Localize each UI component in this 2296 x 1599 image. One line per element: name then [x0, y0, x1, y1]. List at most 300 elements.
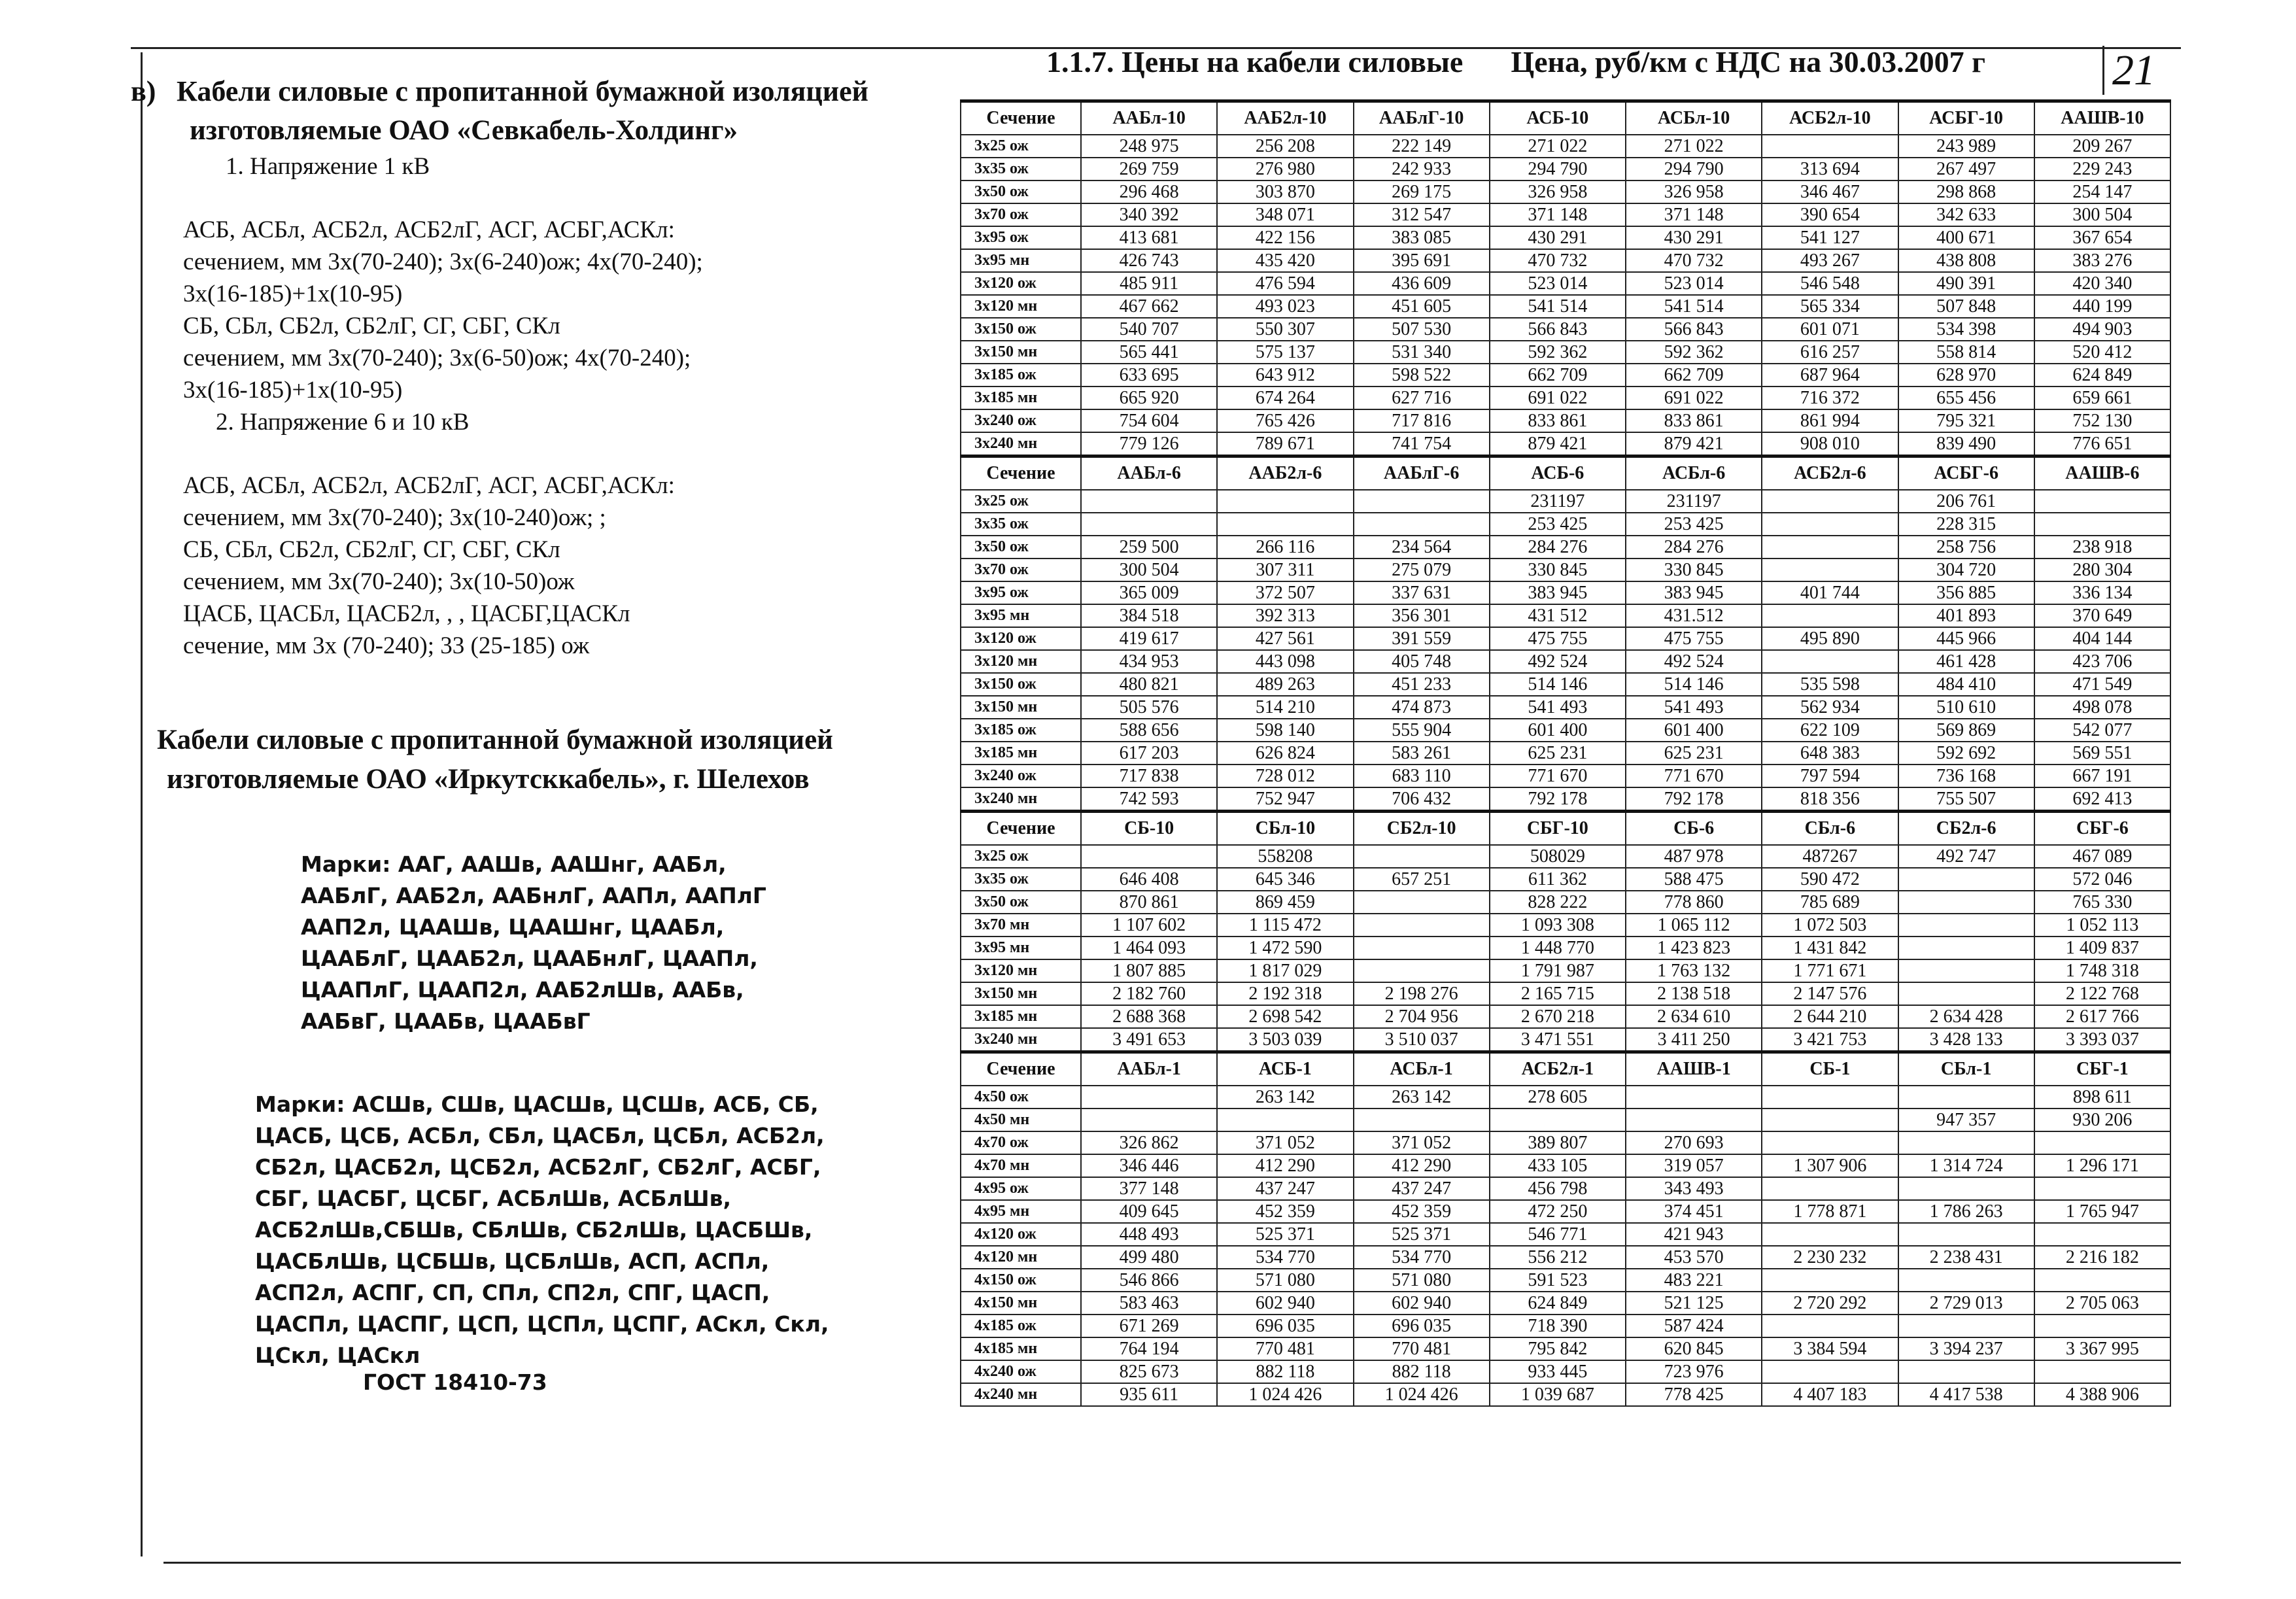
- text-line: АСБ, АСБл, АСБ2л, АСБ2лГ, АСГ, АСБГ,АСКл:: [183, 216, 675, 243]
- price-cell: 930 206: [2034, 1109, 2170, 1131]
- price-cell: 467 089: [2034, 845, 2170, 868]
- price-cell: 395 691: [1354, 249, 1490, 272]
- price-cell: 412 290: [1354, 1154, 1490, 1177]
- price-cell: 470 732: [1626, 249, 1762, 272]
- price-cell: 253 425: [1490, 513, 1626, 536]
- price-cell: 716 372: [1762, 387, 1898, 409]
- price-cell: 266 116: [1217, 536, 1353, 559]
- price-cell: 4 388 906: [2034, 1383, 2170, 1406]
- price-cell: 409 645: [1081, 1200, 1217, 1223]
- price-cell: 861 994: [1762, 409, 1898, 432]
- price-cell: 490 391: [1898, 272, 2034, 295]
- price-cell: 625 231: [1626, 742, 1762, 765]
- price-cell: 423 706: [2034, 650, 2170, 673]
- price-cell: 778 860: [1626, 891, 1762, 914]
- price-cell: 1 817 029: [1217, 959, 1353, 982]
- section-cell: 3х120 мн: [961, 959, 1081, 982]
- text-line: ЦААБлГ, ЦААБ2л, ЦААБнлГ, ЦААПл,: [301, 946, 758, 971]
- price-cell: 298 868: [1898, 181, 2034, 203]
- section-cell: 3х120 ож: [961, 272, 1081, 295]
- price-cell: 492 524: [1626, 650, 1762, 673]
- price-cell: 870 861: [1081, 891, 1217, 914]
- price-note: Цена, руб/км с НДС на 30.03.2007 г: [1511, 45, 1985, 78]
- price-cell: 571 080: [1354, 1269, 1490, 1292]
- price-cell: 908 010: [1762, 432, 1898, 456]
- price-cell: [1762, 490, 1898, 513]
- price-cell: 438 808: [1898, 249, 2034, 272]
- price-cell: 3 411 250: [1626, 1028, 1762, 1052]
- price-cell: 2 720 292: [1762, 1292, 1898, 1315]
- section-cell: 3х95 мн: [961, 249, 1081, 272]
- price-cell: 443 098: [1217, 650, 1353, 673]
- price-cell: 687 964: [1762, 364, 1898, 387]
- price-cell: 752 130: [2034, 409, 2170, 432]
- price-cell: 231197: [1626, 490, 1762, 513]
- price-cell: 550 307: [1217, 318, 1353, 341]
- price-cell: 1 409 837: [2034, 937, 2170, 959]
- price-cell: 662 709: [1626, 364, 1762, 387]
- price-cell: 487 978: [1626, 845, 1762, 868]
- price-cell: [1081, 845, 1217, 868]
- price-cell: [1762, 1223, 1898, 1246]
- section-cell: 4х120 мн: [961, 1246, 1081, 1269]
- price-cell: 461 428: [1898, 650, 2034, 673]
- price-cell: 627 716: [1354, 387, 1490, 409]
- table-row: [961, 409, 2170, 432]
- price-cell: 933 445: [1490, 1360, 1626, 1383]
- price-cell: 413 681: [1081, 226, 1217, 249]
- table-header-row: [961, 812, 2170, 846]
- price-cell: 304 720: [1898, 559, 2034, 581]
- price-cell: 472 250: [1490, 1200, 1626, 1223]
- price-cell: [1762, 559, 1898, 581]
- price-cell: 258 756: [1898, 536, 2034, 559]
- price-cell: 259 500: [1081, 536, 1217, 559]
- price-cell: 1 786 263: [1898, 1200, 2034, 1223]
- price-cell: 448 493: [1081, 1223, 1217, 1246]
- price-cell: 723 976: [1626, 1360, 1762, 1383]
- table-header-row: [961, 1052, 2170, 1086]
- price-cell: 590 472: [1762, 868, 1898, 891]
- price-cell: 271 022: [1626, 135, 1762, 158]
- table-row: [961, 1005, 2170, 1028]
- price-cell: 601 400: [1626, 719, 1762, 742]
- price-cell: [1762, 513, 1898, 536]
- price-cell: 2 670 218: [1490, 1005, 1626, 1028]
- price-cell: 728 012: [1217, 765, 1353, 787]
- price-cell: 401 744: [1762, 581, 1898, 604]
- price-cell: 307 311: [1217, 559, 1353, 581]
- price-cell: 507 530: [1354, 318, 1490, 341]
- price-cell: 495 890: [1762, 627, 1898, 650]
- price-cell: 326 958: [1626, 181, 1762, 203]
- price-cell: 483 221: [1626, 1269, 1762, 1292]
- heading-sevkabel: [131, 72, 948, 111]
- price-cell: 372 507: [1217, 581, 1353, 604]
- section-cell: 4х70 ож: [961, 1131, 1081, 1154]
- gost-label: ГОСТ 18410-73: [363, 1369, 547, 1395]
- price-cell: 451 233: [1354, 673, 1490, 696]
- price-cell: 2 192 318: [1217, 982, 1353, 1005]
- price-cell: 633 695: [1081, 364, 1217, 387]
- price-cell: 296 468: [1081, 181, 1217, 203]
- heading-sevkabel-line2: изготовляемые ОАО «Севкабель-Холдинг»: [190, 115, 738, 146]
- price-cell: [1898, 1269, 2034, 1292]
- section-cell: 4х95 мн: [961, 1200, 1081, 1223]
- price-cell: 3 394 237: [1898, 1337, 2034, 1360]
- price-cell: 474 873: [1354, 696, 1490, 719]
- price-cell: [1354, 513, 1490, 536]
- column-header: СБ-1: [1762, 1052, 1898, 1086]
- table-row: [961, 1200, 2170, 1223]
- price-cell: 365 009: [1081, 581, 1217, 604]
- price-cell: 346 467: [1762, 181, 1898, 203]
- price-cell: 348 071: [1217, 203, 1353, 226]
- price-cell: 882 118: [1217, 1360, 1353, 1383]
- price-cell: 646 408: [1081, 868, 1217, 891]
- table-row: [961, 1109, 2170, 1131]
- price-cell: [1762, 536, 1898, 559]
- price-cell: 437 247: [1217, 1177, 1353, 1200]
- section-cell: 3х50 ож: [961, 181, 1081, 203]
- price-cell: 525 371: [1354, 1223, 1490, 1246]
- price-cell: [1354, 845, 1490, 868]
- price-cell: 229 243: [2034, 158, 2170, 181]
- price-cell: 436 609: [1354, 272, 1490, 295]
- column-header: ААБл-6: [1081, 456, 1217, 490]
- price-cell: [2034, 1131, 2170, 1154]
- section-title: Цены на кабели силовые: [1122, 45, 1464, 78]
- price-cell: 542 077: [2034, 719, 2170, 742]
- column-header-section: Сечение: [961, 812, 1081, 846]
- text-line: сечением, мм 3х(70-240); 3х(6-240)ож; 4х(70-240);: [183, 249, 703, 275]
- price-cell: 284 276: [1626, 536, 1762, 559]
- price-cell: 3 503 039: [1217, 1028, 1353, 1052]
- price-cell: 667 191: [2034, 765, 2170, 787]
- section-cell: 4х240 мн: [961, 1383, 1081, 1406]
- price-cell: 534 770: [1217, 1246, 1353, 1269]
- price-cell: 4 407 183: [1762, 1383, 1898, 1406]
- price-cell: 467 662: [1081, 295, 1217, 318]
- price-cell: 565 441: [1081, 341, 1217, 364]
- price-cell: 671 269: [1081, 1315, 1217, 1337]
- price-cell: 471 549: [2034, 673, 2170, 696]
- section-cell: 3х70 ож: [961, 203, 1081, 226]
- text-line: 3х(16-185)+1х(10-95): [183, 377, 403, 404]
- price-cell: [2034, 1177, 2170, 1200]
- price-cell: [1081, 513, 1217, 536]
- price-cell: 833 861: [1490, 409, 1626, 432]
- price-cell: 485 911: [1081, 272, 1217, 295]
- price-cell: 692 413: [2034, 787, 2170, 812]
- price-cell: [1490, 1109, 1626, 1131]
- table-row: [961, 845, 2170, 868]
- price-cell: 1 296 171: [2034, 1154, 2170, 1177]
- column-header: ААБлГ-10: [1354, 101, 1490, 135]
- price-cell: 779 126: [1081, 432, 1217, 456]
- price-cell: 2 147 576: [1762, 982, 1898, 1005]
- price-cell: 588 475: [1626, 868, 1762, 891]
- section-cell: 3х120 ож: [961, 627, 1081, 650]
- price-cell: 662 709: [1490, 364, 1626, 387]
- table-row: [961, 982, 2170, 1005]
- price-cell: [1762, 1269, 1898, 1292]
- price-cell: 1 314 724: [1898, 1154, 2034, 1177]
- price-cell: 558 814: [1898, 341, 2034, 364]
- price-cell: 452 359: [1217, 1200, 1353, 1223]
- price-cell: 691 022: [1490, 387, 1626, 409]
- price-cell: 430 291: [1490, 226, 1626, 249]
- table-row: [961, 959, 2170, 982]
- price-cell: 371 148: [1490, 203, 1626, 226]
- price-cell: 1 472 590: [1217, 937, 1353, 959]
- price-cell: 558208: [1217, 845, 1353, 868]
- table-row: [961, 559, 2170, 581]
- text-line: ААБвГ, ЦААБв, ЦААБвГ: [301, 1008, 591, 1034]
- price-cell: 377 148: [1081, 1177, 1217, 1200]
- price-cell: 1 771 671: [1762, 959, 1898, 982]
- price-cell: 1 765 947: [2034, 1200, 2170, 1223]
- price-cell: 391 559: [1354, 627, 1490, 650]
- price-cell: 617 203: [1081, 742, 1217, 765]
- price-cell: 898 611: [2034, 1086, 2170, 1109]
- price-cell: 300 504: [1081, 559, 1217, 581]
- price-cell: 434 953: [1081, 650, 1217, 673]
- table-row: [961, 581, 2170, 604]
- price-cell: 534 770: [1354, 1246, 1490, 1269]
- price-cell: 470 732: [1490, 249, 1626, 272]
- price-cell: 736 168: [1898, 765, 2034, 787]
- section-cell: 3х150 ож: [961, 673, 1081, 696]
- price-cell: 498 078: [2034, 696, 2170, 719]
- price-cell: 337 631: [1354, 581, 1490, 604]
- table-row: [961, 203, 2170, 226]
- price-cell: 256 208: [1217, 135, 1353, 158]
- text-line: ЦАСБ, ЦСБ, АСБл, СБл, ЦАСБл, ЦСБл, АСБ2л,: [255, 1123, 825, 1148]
- price-cell: 2 634 610: [1626, 1005, 1762, 1028]
- price-cell: 248 975: [1081, 135, 1217, 158]
- section-cell: 3х70 ож: [961, 559, 1081, 581]
- price-cell: 625 231: [1490, 742, 1626, 765]
- price-cell: [2034, 490, 2170, 513]
- price-cell: 741 754: [1354, 432, 1490, 456]
- table-row: [961, 937, 2170, 959]
- price-cell: [1626, 1109, 1762, 1131]
- table-row: [961, 673, 2170, 696]
- section-number: 1.1.7.: [1046, 45, 1114, 78]
- table-row: [961, 1360, 2170, 1383]
- price-cell: 1 052 113: [2034, 914, 2170, 937]
- price-cell: 1 115 472: [1217, 914, 1353, 937]
- price-cell: 222 149: [1354, 135, 1490, 158]
- text-line: Марки: АСШв, СШв, ЦАСШв, ЦСШв, АСБ, СБ,: [255, 1092, 819, 1117]
- column-header: СБ2л-6: [1898, 812, 2034, 846]
- price-cell: 583 463: [1081, 1292, 1217, 1315]
- table-row: [961, 627, 2170, 650]
- price-cell: 765 330: [2034, 891, 2170, 914]
- column-header: АСБ2л-6: [1762, 456, 1898, 490]
- section-cell: 3х50 ож: [961, 536, 1081, 559]
- price-cell: 696 035: [1354, 1315, 1490, 1337]
- price-cell: 384 518: [1081, 604, 1217, 627]
- price-cell: 602 940: [1217, 1292, 1353, 1315]
- price-cell: 435 420: [1217, 249, 1353, 272]
- table-row: [961, 787, 2170, 812]
- price-cell: [1762, 1315, 1898, 1337]
- price-cell: 839 490: [1898, 432, 2034, 456]
- price-cell: 575 137: [1217, 341, 1353, 364]
- price-cell: [1898, 1315, 2034, 1337]
- price-cell: 598 140: [1217, 719, 1353, 742]
- price-cell: 404 144: [2034, 627, 2170, 650]
- price-cell: [1762, 1131, 1898, 1154]
- price-cell: 383 085: [1354, 226, 1490, 249]
- price-cell: 776 651: [2034, 432, 2170, 456]
- text-line: ААП2л, ЦААШв, ЦААШнг, ЦААБл,: [301, 914, 725, 940]
- text-line: 3х(16-185)+1х(10-95): [183, 281, 403, 307]
- price-cell: [1354, 937, 1490, 959]
- price-cell: 492 524: [1490, 650, 1626, 673]
- table-row: [961, 135, 2170, 158]
- column-header: АСБ2л-10: [1762, 101, 1898, 135]
- price-cell: 430 291: [1626, 226, 1762, 249]
- text-line: ЦАСБ, ЦАСБл, ЦАСБ2л, , , ЦАСБГ,ЦАСКл: [183, 600, 630, 627]
- price-cell: 616 257: [1762, 341, 1898, 364]
- price-cell: 374 451: [1626, 1200, 1762, 1223]
- price-cell: 718 390: [1490, 1315, 1626, 1337]
- price-cell: [1217, 513, 1353, 536]
- price-cell: 833 861: [1626, 409, 1762, 432]
- price-cell: 659 661: [2034, 387, 2170, 409]
- price-cell: 795 842: [1490, 1337, 1626, 1360]
- section-cell: 3х25 ож: [961, 845, 1081, 868]
- price-cell: 433 105: [1490, 1154, 1626, 1177]
- price-cell: 231197: [1490, 490, 1626, 513]
- price-cell: 493 267: [1762, 249, 1898, 272]
- table-row: [961, 650, 2170, 673]
- price-cell: 546 771: [1490, 1223, 1626, 1246]
- price-cell: 717 816: [1354, 409, 1490, 432]
- price-cell: [1898, 891, 2034, 914]
- price-cell: 243 989: [1898, 135, 2034, 158]
- price-cell: 3 491 653: [1081, 1028, 1217, 1052]
- price-cell: 569 869: [1898, 719, 2034, 742]
- section-cell: 4х150 ож: [961, 1269, 1081, 1292]
- price-cell: [1762, 1109, 1898, 1131]
- price-cell: 278 605: [1490, 1086, 1626, 1109]
- price-cell: 510 610: [1898, 696, 2034, 719]
- price-cell: 475 755: [1490, 627, 1626, 650]
- price-cell: 3 471 551: [1490, 1028, 1626, 1052]
- column-header: ААШВ-6: [2034, 456, 2170, 490]
- price-cell: 3 428 133: [1898, 1028, 2034, 1052]
- table-row: [961, 1269, 2170, 1292]
- price-cell: 2 230 232: [1762, 1246, 1898, 1269]
- column-header: ААШВ-1: [1626, 1052, 1762, 1086]
- price-cell: 645 346: [1217, 868, 1353, 891]
- column-header: ААБ2л-6: [1217, 456, 1353, 490]
- price-cell: 2 138 518: [1626, 982, 1762, 1005]
- price-cell: 696 035: [1217, 1315, 1353, 1337]
- price-cell: 882 118: [1354, 1360, 1490, 1383]
- column-header: СБ-10: [1081, 812, 1217, 846]
- table-row: [961, 432, 2170, 456]
- price-cell: [2034, 1360, 2170, 1383]
- price-cell: [2034, 1269, 2170, 1292]
- table-row: [961, 318, 2170, 341]
- column-header: АСБл-1: [1354, 1052, 1490, 1086]
- spec-block-6-10kv: [131, 470, 948, 662]
- table-row: [961, 272, 2170, 295]
- price-cell: 422 156: [1217, 226, 1353, 249]
- price-cell: 785 689: [1762, 891, 1898, 914]
- price-cell: 508029: [1490, 845, 1626, 868]
- column-header: ААШВ-10: [2034, 101, 2170, 135]
- column-header: СБ2л-10: [1354, 812, 1490, 846]
- price-cell: 313 694: [1762, 158, 1898, 181]
- price-cell: 494 903: [2034, 318, 2170, 341]
- price-cell: 546 866: [1081, 1269, 1217, 1292]
- section-cell: 3х240 мн: [961, 432, 1081, 456]
- price-cell: 312 547: [1354, 203, 1490, 226]
- section-cell: 3х185 мн: [961, 742, 1081, 765]
- price-cell: 571 080: [1217, 1269, 1353, 1292]
- price-cell: 534 398: [1898, 318, 2034, 341]
- text-line: СБ, СБл, СБ2л, СБ2лГ, СГ, СБГ, СКл: [183, 313, 560, 339]
- price-cell: 588 656: [1081, 719, 1217, 742]
- price-cell: 1 307 906: [1762, 1154, 1898, 1177]
- spec-block-1kv: [131, 214, 948, 406]
- section-cell: 3х35 ож: [961, 513, 1081, 536]
- price-cell: [1898, 1177, 2034, 1200]
- section-cell: 4х240 ож: [961, 1360, 1081, 1383]
- price-cell: 1 464 093: [1081, 937, 1217, 959]
- table-row: [961, 249, 2170, 272]
- price-cell: 3 367 995: [2034, 1337, 2170, 1360]
- price-cell: 602 940: [1354, 1292, 1490, 1315]
- price-cell: 3 421 753: [1762, 1028, 1898, 1052]
- price-cell: 505 576: [1081, 696, 1217, 719]
- section-cell: 3х25 ож: [961, 490, 1081, 513]
- text-line: АСБ, АСБл, АСБ2л, АСБ2лГ, АСГ, АСБГ,АСКл:: [183, 472, 675, 499]
- price-cell: 2 688 368: [1081, 1005, 1217, 1028]
- table-row: [961, 1337, 2170, 1360]
- column-header: ААБл-10: [1081, 101, 1217, 135]
- table-row: [961, 1177, 2170, 1200]
- heading-sevkabel-line1: Кабели силовые с пропитанной бумажной изоляцией: [177, 75, 868, 107]
- text-line: ЦАСПл, ЦАСПГ, ЦСП, ЦСПл, ЦСПГ, АСкл, Скл,: [255, 1311, 829, 1337]
- price-cell: 691 022: [1626, 387, 1762, 409]
- price-cell: 523 014: [1490, 272, 1626, 295]
- section-cell: 3х25 ож: [961, 135, 1081, 158]
- price-cell: 797 594: [1762, 765, 1898, 787]
- price-cell: 426 743: [1081, 249, 1217, 272]
- price-cell: 556 212: [1490, 1246, 1626, 1269]
- price-cell: 572 046: [2034, 868, 2170, 891]
- price-cell: [2034, 1223, 2170, 1246]
- price-cell: 383 945: [1490, 581, 1626, 604]
- price-cell: 300 504: [2034, 203, 2170, 226]
- section-cell: 3х120 мн: [961, 295, 1081, 318]
- price-cell: 825 673: [1081, 1360, 1217, 1383]
- section-cell: 3х150 мн: [961, 341, 1081, 364]
- price-cell: 765 426: [1217, 409, 1353, 432]
- table-row: [961, 914, 2170, 937]
- price-cell: 1 763 132: [1626, 959, 1762, 982]
- price-cell: 592 692: [1898, 742, 2034, 765]
- table-row: [961, 696, 2170, 719]
- page-number: 21: [2102, 46, 2163, 95]
